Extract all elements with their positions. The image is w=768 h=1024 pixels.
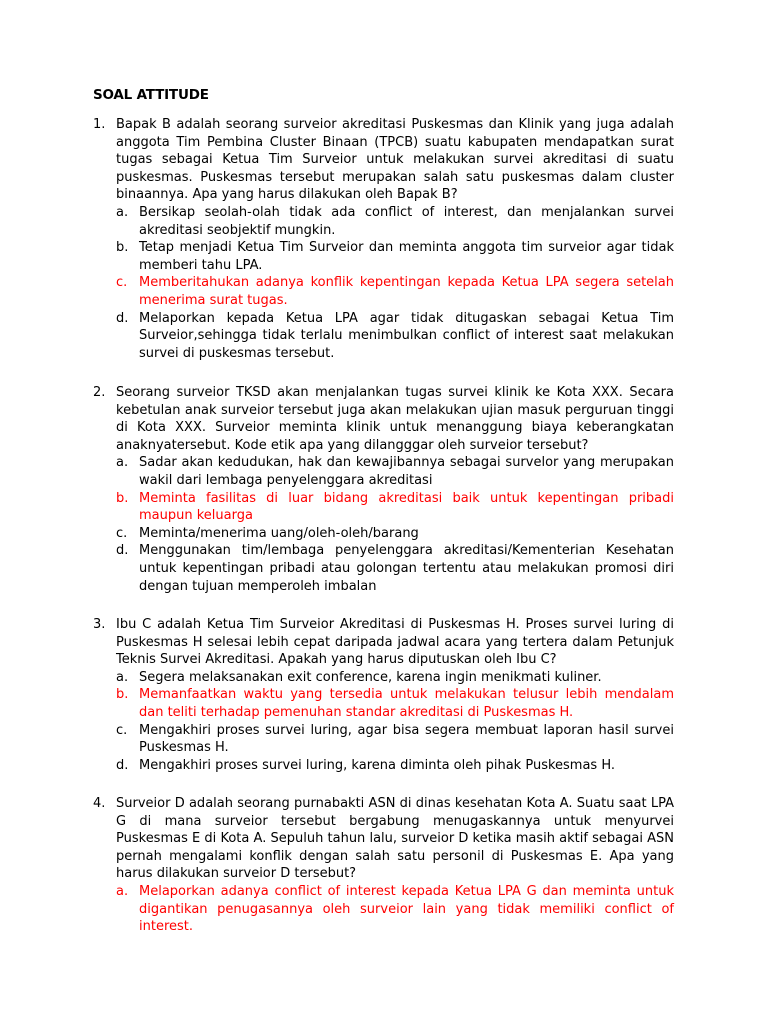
option-text: Melaporkan adanya conflict of interest kepada Ketua LPA G dan meminta untuk digantikan penugasannya oleh surveior lain yang tidak memiliki conflict of interest. xyxy=(139,883,674,935)
option-text: Sadar akan kedudukan, hak dan kewajibannya sebagai survelor yang merupakan wakil dari lembaga penyelenggara akreditasi xyxy=(139,455,674,488)
question-1 xyxy=(93,116,674,362)
question-stem xyxy=(93,616,674,669)
question-number: 1. xyxy=(93,117,106,132)
option-letter: b. xyxy=(116,240,129,256)
document-title: SOAL ATTITUDE xyxy=(93,87,209,103)
option-a xyxy=(116,454,674,489)
option-letter: d. xyxy=(116,543,129,559)
question-text: Ibu C adalah Ketua Tim Surveior Akreditasi di Puskesmas H. Proses survei luring di Puskesmas H selesai lebih cepat daripada jadwal acara yang tertera dalam Petunjuk Teknis Survei Akreditasi. Apakah yang harus diputuskan oleh Ibu C? xyxy=(116,617,674,668)
option-b xyxy=(116,239,674,274)
option-b-correct-answer xyxy=(116,686,674,721)
option-letter: d. xyxy=(116,757,129,773)
question-text: Seorang surveior TKSD akan menjalankan tugas survei klinik ke Kota XXX. Secara kebetulan anak surveior tersebut juga akan melakukan ujian masuk perguruan tinggi di Kota XXX. Surveior meminta klinik untuk menanggung biaya keberangkatan anaknyatersebut. Kode etik apa yang dilangggar oleh surveior tersebut? xyxy=(116,385,674,453)
option-letter: c. xyxy=(116,275,128,291)
option-letter: a. xyxy=(116,669,129,685)
question-text: Bapak B adalah seorang surveior akreditasi Puskesmas dan Klinik yang juga adalah anggota Tim Pembina Cluster Binaan (TPCB) suatu kabupaten mendapatkan surat tugas sebagai Ketua Tim Surveior untuk melakukan survei akreditasi di suatu puskesmas. Puskesmas tersebut merupakan salah satu puskesmas dalam cluster binaannya. Apa yang harus dilakukan oleh Bapak B? xyxy=(116,117,674,203)
option-text: Mengakhiri proses survei luring, karena diminta oleh pihak Puskesmas H. xyxy=(139,757,616,773)
option-c xyxy=(116,722,674,757)
question-number: 4. xyxy=(93,796,106,811)
option-a xyxy=(116,669,674,687)
option-text: Memanfaatkan waktu yang tersedia untuk melakukan telusur lebih mendalam dan teliti terhadap pemenuhan standar akreditasi di Puskesmas H. xyxy=(139,687,674,720)
option-letter: a. xyxy=(116,455,129,471)
option-c xyxy=(116,525,674,543)
question-stem xyxy=(93,795,674,883)
question-text: Surveior D adalah seorang purnabakti ASN di dinas kesehatan Kota A. Suatu saat LPA G di mana surveior tersebut bergabung menugaskannya untuk menyurvei Puskesmas E di Kota A. Sepuluh tahun lalu, surveior D ketika masih aktif sebagai ASN pernah mengalami konflik dengan salah satu personil di Puskesmas E. Apa yang harus dilakukan surveior D tersebut? xyxy=(116,796,674,882)
option-text: Bersikap seolah-olah tidak ada conflict of interest, dan menjalankan survei akreditasi seobjektif mungkin. xyxy=(139,204,674,238)
question-4 xyxy=(93,795,674,936)
option-text: Memberitahukan adanya konflik kepentingan kepada Ketua LPA segera setelah menerima surat tugas. xyxy=(139,275,674,308)
option-a-correct-answer xyxy=(116,883,674,936)
question-2 xyxy=(93,384,674,595)
option-text: Tetap menjadi Ketua Tim Surveior dan meminta anggota tim surveior agar tidak memberi tahu LPA. xyxy=(139,240,674,273)
option-letter: c. xyxy=(116,525,128,541)
option-text: Menggunakan tim/lembaga penyelenggara akreditasi/Kementerian Kesehatan untuk kepentingan pribadi atau golongan tertentu atau melakukan promosi diri dengan tujuan memperoleh imbalan xyxy=(139,543,674,594)
option-text: Melaporkan kepada Ketua LPA agar tidak ditugaskan sebagai Ketua Tim Surveior,sehingga tidak terlalu menimbulkan conflict of interest saat melakukan survei di puskesmas tersebut. xyxy=(139,310,674,361)
option-b-correct-answer xyxy=(116,490,674,525)
question-stem xyxy=(93,116,674,204)
option-d xyxy=(116,757,674,775)
option-letter: a. xyxy=(116,883,129,899)
option-a xyxy=(116,204,674,239)
question-number: 3. xyxy=(93,617,106,632)
option-letter: a. xyxy=(116,204,129,220)
option-letter: d. xyxy=(116,310,129,326)
option-text: Mengakhiri proses survei luring, agar bisa segera membuat laporan hasil survei Puskesmas H. xyxy=(139,722,674,756)
question-stem xyxy=(93,384,674,454)
option-text: Segera melaksanakan exit conference, karena ingin menikmati kuliner. xyxy=(139,669,602,685)
option-d xyxy=(116,310,674,363)
option-text: Meminta/menerima uang/oleh-oleh/barang xyxy=(139,525,419,541)
option-c-correct-answer xyxy=(116,274,674,309)
option-letter: b. xyxy=(116,687,129,703)
option-letter: b. xyxy=(116,490,129,506)
question-3 xyxy=(93,616,674,774)
question-number: 2. xyxy=(93,385,106,400)
option-letter: c. xyxy=(116,722,128,738)
option-text: Meminta fasilitas di luar bidang akreditasi baik untuk kepentingan pribadi maupun keluarga xyxy=(139,490,674,524)
option-d xyxy=(116,542,674,595)
